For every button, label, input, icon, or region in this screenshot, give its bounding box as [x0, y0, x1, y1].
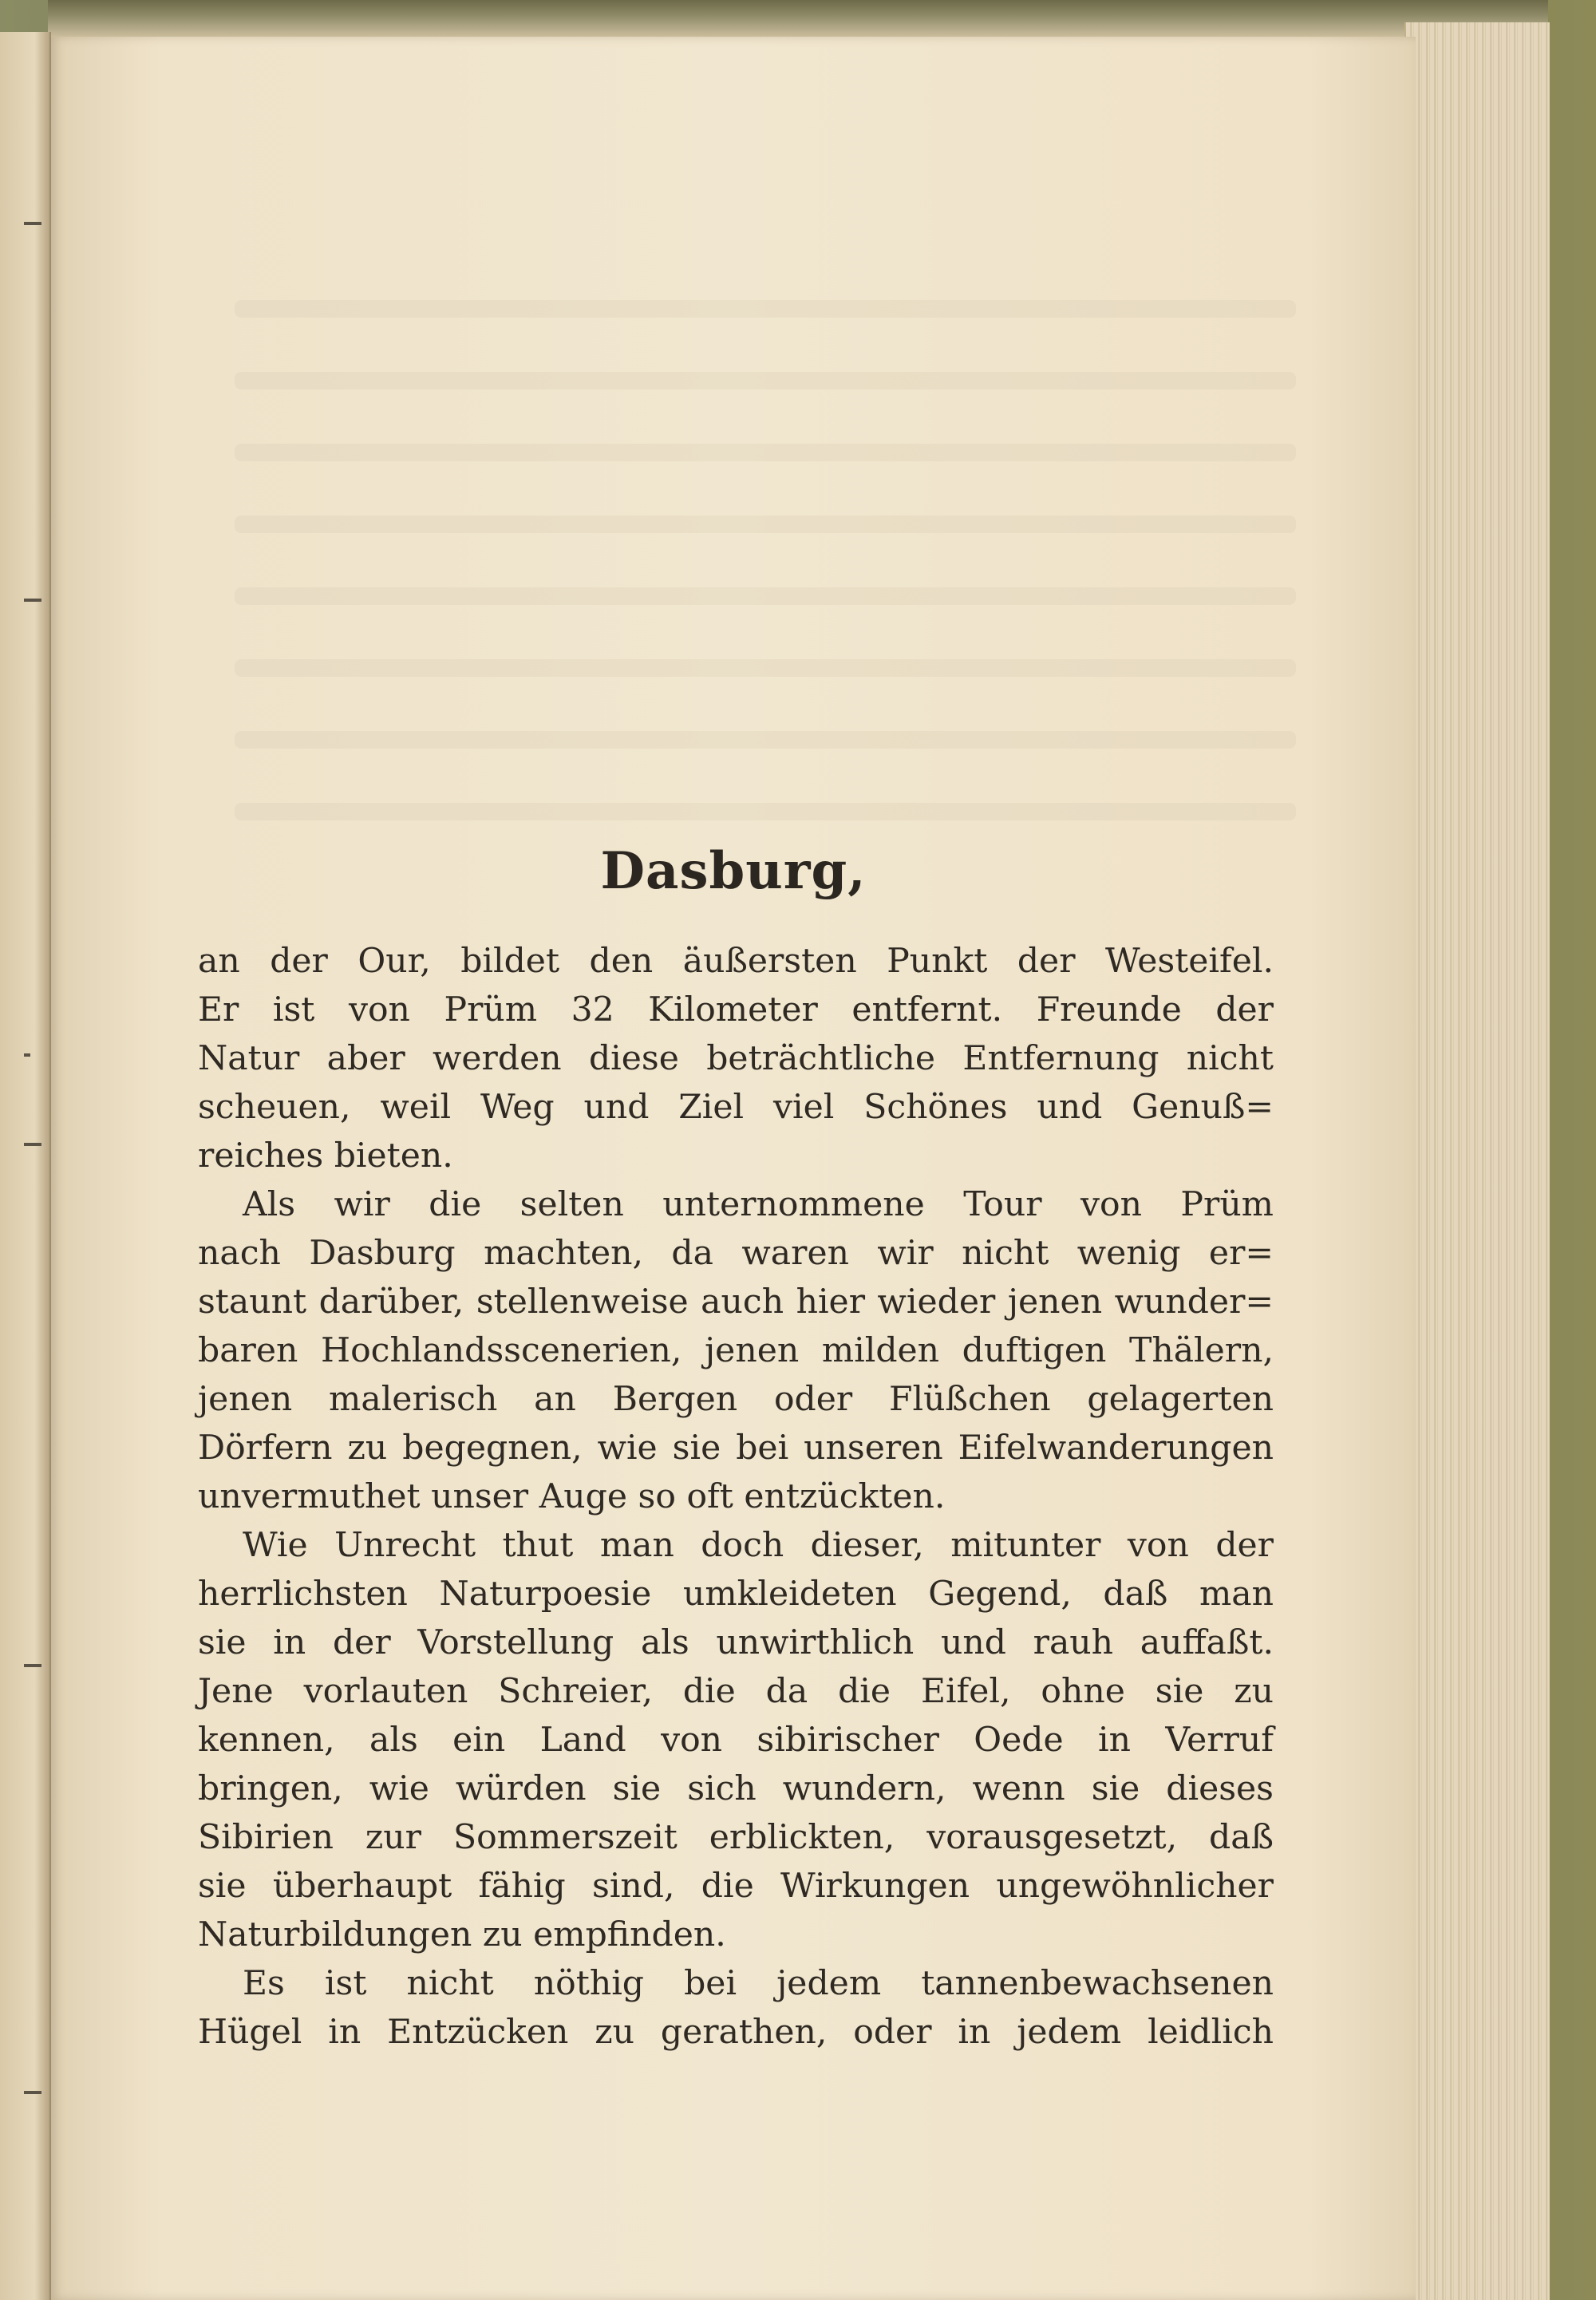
gutter-mark	[24, 1053, 30, 1057]
text-line: bringen, wie würden sie sich wundern, wenn sie dieses	[198, 1769, 1274, 1808]
text-line: Als wir die selten unternommene Tour von Prüm	[243, 1185, 1274, 1224]
show-through	[235, 659, 1296, 677]
show-through	[235, 444, 1296, 461]
text-line: kennen, als ein Land von sibirischer Oede in Verruf	[198, 1721, 1274, 1760]
text-line: Wie Unrecht thut man doch dieser, mitunter von der	[243, 1526, 1274, 1565]
gutter-mark	[24, 222, 41, 225]
show-through	[235, 731, 1296, 749]
gutter-mark	[24, 1664, 41, 1667]
text-line: an der Our, bildet den äußersten Punkt der Westeifel.	[198, 942, 1274, 981]
text-line: scheuen, weil Weg und Ziel viel Schönes und Genuß=	[198, 1088, 1274, 1127]
text-line: Dörfern zu begegnen, wie sie bei unseren Eifelwanderungen	[198, 1429, 1274, 1468]
text-line: Jene vorlauten Schreier, die da die Eifel, ohne sie zu	[198, 1672, 1274, 1711]
text-line: Es ist nicht nöthig bei jedem tannenbewachsenen	[243, 1964, 1274, 2003]
gutter-mark	[24, 2091, 41, 2094]
text-line: Naturbildungen zu empfinden.	[198, 1915, 726, 1954]
text-line: nach Dasburg machten, da waren wir nicht wenig er=	[198, 1234, 1274, 1273]
text-line: sie in der Vorstellung als unwirthlich und rauh auffaßt.	[198, 1623, 1274, 1662]
gutter-mark	[24, 1143, 41, 1146]
book-page	[51, 37, 1416, 2300]
text-line: baren Hochlandsscenerien, jenen milden duftigen Thälern,	[198, 1331, 1274, 1370]
previous-page-edge	[0, 32, 51, 2300]
text-line: herrlichsten Naturpoesie umkleideten Gegend, daß man	[198, 1575, 1274, 1614]
text-line: Natur aber werden diese beträchtliche Entfernung nicht	[198, 1039, 1274, 1078]
show-through	[235, 372, 1296, 389]
text-line: jenen malerisch an Bergen oder Flüßchen gelagerten	[198, 1380, 1274, 1419]
text-line: Hügel in Entzücken zu gerathen, oder in jedem leidlich	[198, 2013, 1274, 2052]
text-line: staunt darüber, stellenweise auch hier wieder jenen wunder=	[198, 1282, 1274, 1322]
text-line: unvermuthet unser Auge so oft entzückten.	[198, 1477, 946, 1516]
text-line: Sibirien zur Sommerszeit erblickten, vorausgesetzt, daß	[198, 1818, 1274, 1857]
show-through	[235, 300, 1296, 318]
show-through	[235, 516, 1296, 533]
text-line: Er ist von Prüm 32 Kilometer entfernt. Freunde der	[198, 990, 1274, 1029]
text-line: reiches bieten.	[198, 1136, 453, 1176]
text-line: sie überhaupt fähig sind, die Wirkungen ungewöhnlicher	[198, 1867, 1274, 1906]
section-heading: Dasburg,	[600, 841, 867, 901]
book-top-edge	[48, 0, 1548, 38]
show-through	[235, 803, 1296, 820]
body-text	[198, 937, 1274, 2057]
page-stack-edges	[1404, 22, 1550, 2300]
show-through	[235, 587, 1296, 605]
gutter-mark	[24, 599, 41, 602]
